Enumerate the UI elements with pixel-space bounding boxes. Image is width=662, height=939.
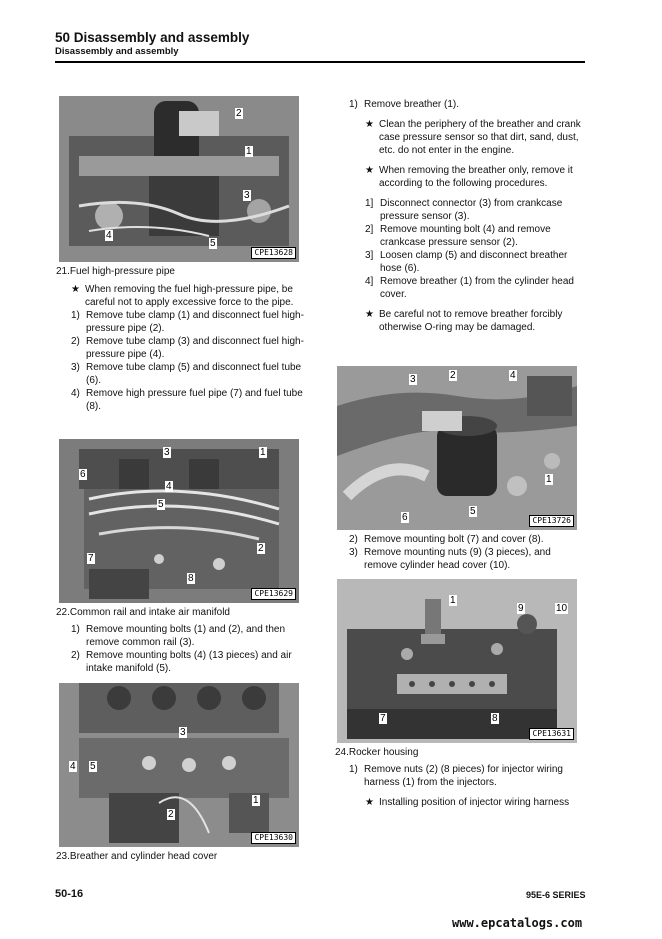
item-num: 1) bbox=[71, 310, 80, 321]
callout-1: 1 bbox=[246, 146, 252, 157]
note-text: Be careful not to remove breather forcibly otherwise O-ring may be damaged. bbox=[379, 309, 563, 333]
callout-6: 6 bbox=[402, 512, 408, 523]
item-text: Remove mounting bolt (4) and remove crankcase pressure sensor (2). bbox=[380, 224, 551, 248]
item-text: Remove tube clamp (5) and disconnect fuel tube (6). bbox=[86, 362, 302, 386]
callout-3: 3 bbox=[180, 727, 186, 738]
list-item bbox=[349, 546, 585, 572]
callout-6: 6 bbox=[80, 469, 86, 480]
item-text: Remove tube clamp (1) and disconnect fuel high-pressure pipe (2). bbox=[86, 310, 304, 334]
note-star bbox=[365, 118, 585, 157]
figure-crankcase-sensor-photo bbox=[337, 366, 577, 530]
note-text: Installing position of injector wiring harness bbox=[379, 797, 570, 808]
callout-4: 4 bbox=[166, 481, 172, 492]
note-star bbox=[71, 283, 306, 309]
item-num: 1] bbox=[365, 198, 374, 209]
engine-photo-2 bbox=[59, 439, 299, 603]
series-label: 95E-6 SERIES bbox=[526, 890, 586, 900]
item-num: 3] bbox=[365, 250, 374, 261]
step-22-caption: 22.Common rail and intake air manifold bbox=[56, 607, 230, 618]
item-text: Remove high pressure fuel pipe (7) and fuel tube (8). bbox=[86, 388, 303, 412]
callout-3: 3 bbox=[410, 374, 416, 385]
figure-fuel-pipe-photo bbox=[59, 96, 299, 262]
callout-1: 1 bbox=[253, 795, 259, 806]
engine-photo-1 bbox=[59, 96, 299, 262]
step-22-body bbox=[71, 623, 306, 675]
callout-5: 5 bbox=[90, 761, 96, 772]
item-text: Remove nuts (2) (8 pieces) for injector wiring harness (1) from the injectors. bbox=[364, 764, 563, 788]
star-icon: ★ bbox=[71, 284, 80, 295]
step-24-caption: 24.Rocker housing bbox=[335, 747, 419, 758]
figure-head-cover-photo bbox=[337, 579, 577, 743]
callout-4: 4 bbox=[70, 761, 76, 772]
figure-code: CPE13630 bbox=[251, 832, 296, 844]
callout-3: 3 bbox=[244, 190, 250, 201]
star-icon: ★ bbox=[365, 165, 374, 176]
step-21-caption: 21.Fuel high-pressure pipe bbox=[56, 266, 175, 277]
list-item bbox=[349, 533, 585, 546]
item-text: Remove breather (1) from the cylinder head cover. bbox=[380, 276, 574, 300]
list-item bbox=[71, 309, 306, 335]
callout-4: 4 bbox=[510, 370, 516, 381]
sub-item bbox=[365, 249, 585, 275]
list-item bbox=[349, 98, 585, 111]
item-text: Disconnect connector (3) from crankcase pressure sensor (3). bbox=[380, 198, 563, 222]
callout-2: 2 bbox=[258, 543, 264, 554]
step-23-caption: 23.Breather and cylinder head cover bbox=[56, 851, 218, 862]
list-item bbox=[71, 335, 306, 361]
item-num: 2) bbox=[71, 650, 80, 661]
sub-item bbox=[365, 223, 585, 249]
sub-item bbox=[365, 275, 585, 301]
notes-block bbox=[365, 118, 585, 334]
item-text: Remove mounting bolts (1) and (2), and then remove common rail (3). bbox=[86, 624, 285, 648]
list-item bbox=[71, 387, 306, 413]
callout-7: 7 bbox=[380, 713, 386, 724]
star-icon: ★ bbox=[365, 797, 374, 808]
callout-2: 2 bbox=[168, 809, 174, 820]
step-24-body bbox=[349, 763, 585, 809]
item-num: 2) bbox=[349, 534, 358, 545]
item-text: Remove mounting nuts (9) (3 pieces), and remove cylinder head cover (10). bbox=[364, 547, 551, 571]
callout-1: 1 bbox=[546, 474, 552, 485]
engine-photo-4 bbox=[337, 366, 577, 530]
watermark: www.epcatalogs.com bbox=[452, 916, 583, 930]
list-item bbox=[71, 649, 306, 675]
page-number: 50-16 bbox=[55, 888, 84, 900]
right-column-text bbox=[349, 98, 585, 334]
figure-code: CPE13726 bbox=[529, 515, 574, 527]
item-num: 1) bbox=[71, 624, 80, 635]
callout-5: 5 bbox=[158, 499, 164, 510]
note-text: Clean the periphery of the breather and crank case pressure sensor so that dirt, sand, dust, etc. do not enter in the engine. bbox=[379, 119, 581, 156]
list-item bbox=[71, 361, 306, 387]
note-star bbox=[365, 796, 585, 809]
callout-8: 8 bbox=[492, 713, 498, 724]
figure-breather-photo bbox=[59, 683, 299, 847]
item-text: Remove tube clamp (3) and disconnect fuel high-pressure pipe (4). bbox=[86, 336, 304, 360]
list-item bbox=[349, 763, 585, 789]
steps-2-3 bbox=[349, 533, 585, 572]
callout-3: 3 bbox=[164, 447, 170, 458]
callout-1: 1 bbox=[450, 595, 456, 606]
figure-code: CPE13628 bbox=[251, 247, 296, 259]
item-num: 3) bbox=[349, 547, 358, 558]
callout-7: 7 bbox=[88, 553, 94, 564]
star-icon: ★ bbox=[365, 309, 374, 320]
item-num: 3) bbox=[71, 362, 80, 373]
callout-10: 10 bbox=[556, 603, 568, 614]
callout-2: 2 bbox=[236, 108, 242, 119]
figure-code: CPE13631 bbox=[529, 728, 574, 740]
item-num: 2] bbox=[365, 224, 374, 235]
note-star bbox=[365, 308, 585, 334]
note-text: When removing the fuel high-pressure pipe, be careful not to apply excessive force to the pipe. bbox=[85, 284, 294, 308]
item-text: Loosen clamp (5) and disconnect breather hose (6). bbox=[380, 250, 568, 274]
item-num: 1) bbox=[349, 764, 358, 775]
callout-2: 2 bbox=[450, 370, 456, 381]
callout-8: 8 bbox=[188, 573, 194, 584]
engine-photo-5 bbox=[337, 579, 577, 743]
item-num: 4] bbox=[365, 276, 374, 287]
item-num: 1) bbox=[349, 99, 358, 110]
item-text: Remove mounting bolts (4) (13 pieces) and air intake manifold (5). bbox=[86, 650, 292, 674]
note-star bbox=[365, 164, 585, 190]
figure-code: CPE13629 bbox=[251, 588, 296, 600]
callout-4: 4 bbox=[106, 230, 112, 241]
list-item bbox=[71, 623, 306, 649]
step-21-body bbox=[71, 283, 306, 413]
star-icon: ★ bbox=[365, 119, 374, 130]
item-num: 4) bbox=[71, 388, 80, 399]
sub-item bbox=[365, 197, 585, 223]
item-text: Remove mounting bolt (7) and cover (8). bbox=[364, 534, 544, 545]
callout-1: 1 bbox=[260, 447, 266, 458]
section-title: 50 Disassembly and assembly bbox=[55, 30, 250, 45]
callout-9: 9 bbox=[518, 603, 524, 614]
callout-5: 5 bbox=[210, 238, 216, 249]
header-rule bbox=[55, 61, 585, 63]
callout-5: 5 bbox=[470, 506, 476, 517]
note-text: When removing the breather only, remove it according to the following procedures. bbox=[379, 165, 573, 189]
section-subtitle: Disassembly and assembly bbox=[55, 46, 179, 57]
item-num: 2) bbox=[71, 336, 80, 347]
item-text: Remove breather (1). bbox=[364, 99, 460, 110]
figure-common-rail-photo bbox=[59, 439, 299, 603]
